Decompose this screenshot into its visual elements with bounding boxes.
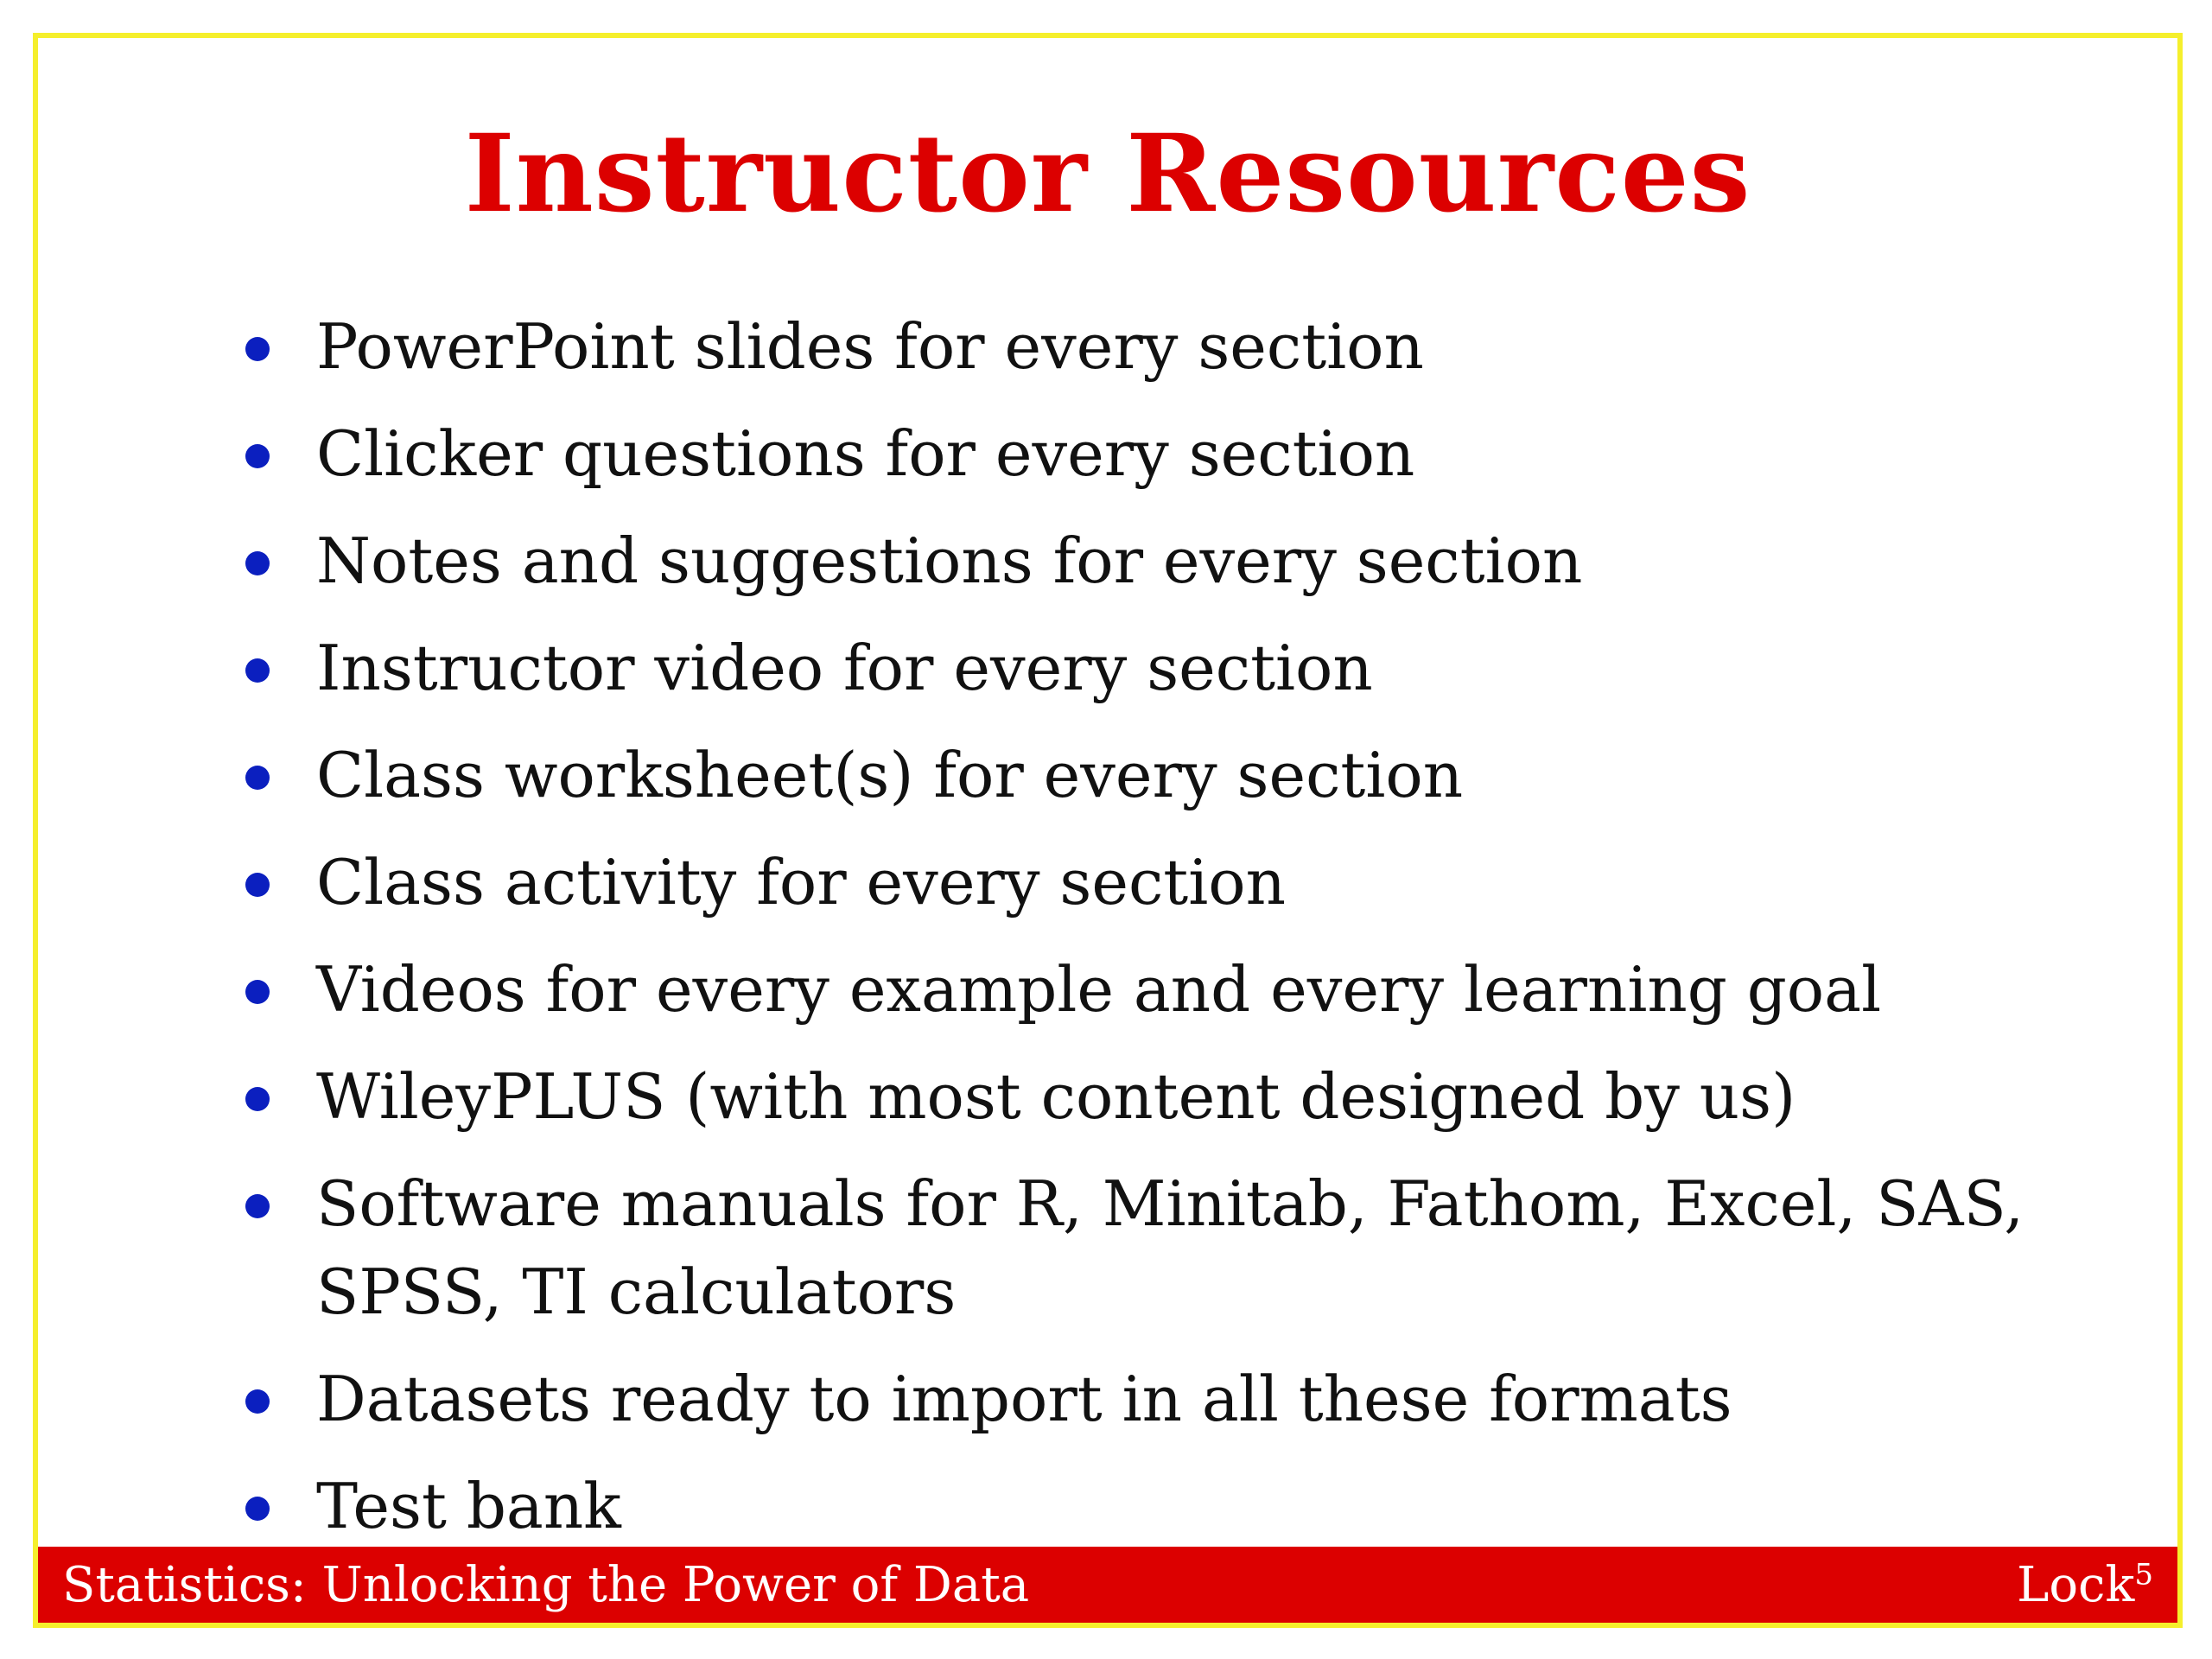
bullet-dot-icon — [245, 1087, 270, 1111]
bullet-item — [245, 838, 2094, 926]
bullet-dot-icon — [245, 1389, 270, 1414]
footer-book-title: Statistics: Unlocking the Power of Data — [62, 1557, 1030, 1613]
bullet-item — [245, 731, 2094, 819]
footer-author-superscript: 5 — [2134, 1557, 2153, 1592]
footer-author — [2017, 1555, 2153, 1616]
bullet-dot-icon — [245, 444, 270, 468]
bullet-text: Clicker questions for every section — [316, 417, 1415, 490]
bullet-text: PowerPoint slides for every section — [316, 310, 1424, 383]
bullet-dot-icon — [245, 658, 270, 683]
bullet-item — [245, 1462, 2094, 1550]
bullet-text: Videos for every example and every learning goal — [316, 953, 1882, 1026]
footer-author-name: Lock — [2017, 1557, 2135, 1613]
bullet-text: WileyPLUS (with most content designed by us) — [316, 1060, 1796, 1133]
slide — [33, 33, 2183, 1628]
bullet-item — [245, 1160, 2094, 1336]
bullet-item — [245, 517, 2094, 605]
bullet-text: Class worksheet(s) for every section — [316, 739, 1464, 811]
bullet-text: Datasets ready to import in all these formats — [316, 1363, 1732, 1435]
bullet-item — [245, 1052, 2094, 1141]
bullet-item — [245, 302, 2094, 391]
bullet-text: Class activity for every section — [316, 846, 1286, 918]
footer-bar — [38, 1547, 2177, 1623]
bullet-item — [245, 410, 2094, 498]
bullet-item — [245, 624, 2094, 712]
bullet-item — [245, 1355, 2094, 1443]
bullet-text: Software manuals for R, Minitab, Fathom, Excel, SAS, SPSS, TI calculators — [316, 1167, 2024, 1328]
bullet-dot-icon — [245, 980, 270, 1004]
bullet-dot-icon — [245, 551, 270, 575]
bullet-text: Notes and suggestions for every section — [316, 524, 1583, 597]
bullet-dot-icon — [245, 1194, 270, 1218]
bullet-dot-icon — [245, 1497, 270, 1521]
bullet-text: Instructor video for every section — [316, 632, 1373, 704]
slide-title: Instructor Resources — [464, 111, 1751, 237]
bullet-dot-icon — [245, 873, 270, 897]
bullet-item — [245, 945, 2094, 1033]
bullet-text: Test bank — [316, 1470, 621, 1542]
bullet-dot-icon — [245, 337, 270, 361]
bullet-list — [245, 302, 2094, 1569]
bullet-dot-icon — [245, 766, 270, 790]
